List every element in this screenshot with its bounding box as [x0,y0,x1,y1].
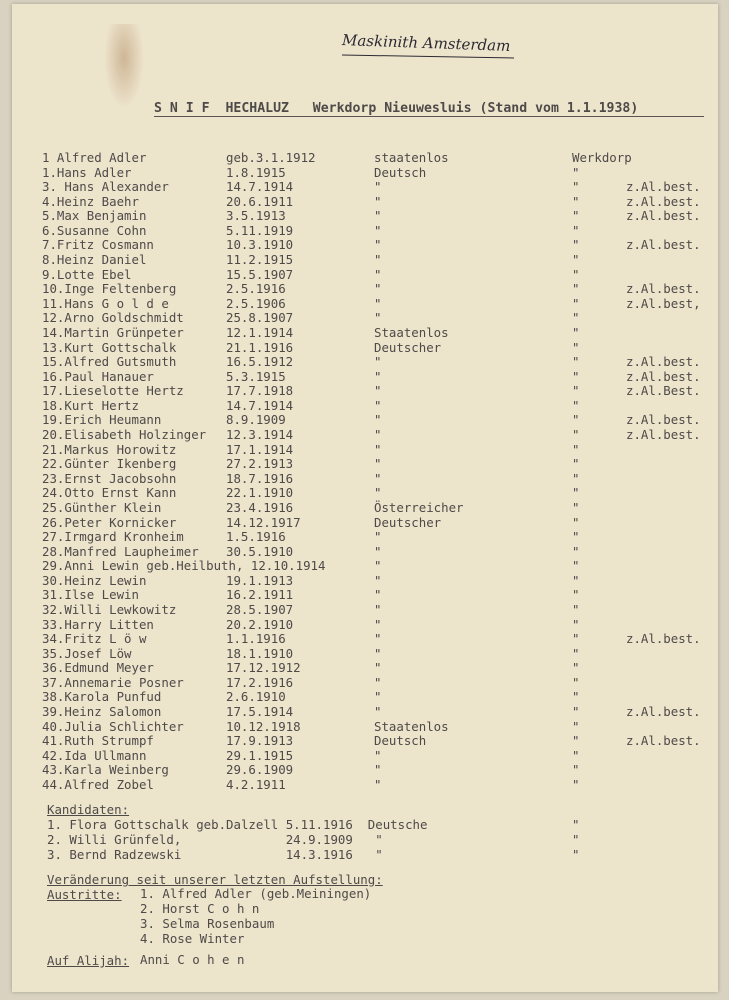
member-name: 30.Heinz Lewin [42,573,147,588]
member-birthdate: 21.1.1916 [226,340,294,355]
member-location: " [572,689,580,704]
member-nationality: " [374,602,382,617]
member-note: z.Al.Best. [626,383,701,398]
member-location: " [572,383,580,398]
member-nationality: Österreicher [374,500,464,515]
member-nationality: Deutscher [374,515,442,530]
member-name: 19.Erich Heumann [42,412,162,427]
member-location: " [572,617,580,632]
member-name: 39.Heinz Salomon [42,704,162,719]
member-name: 40.Julia Schlichter [42,719,184,734]
member-location: " [572,310,580,325]
member-nationality: " [374,573,382,588]
annotation-underline [342,54,514,58]
member-name: 11.Hans G o l d e [42,296,169,311]
member-location: " [572,544,580,559]
member-birthdate: 8.9.1909 [226,412,286,427]
member-location: " [572,573,580,588]
member-name: 13.Kurt Gottschalk [42,340,177,355]
member-location: " [572,515,580,530]
member-name: 5.Max Benjamin [42,208,147,223]
member-name: 9.Lotte Ebel [42,267,132,282]
member-name: 22.Günter Ikenberg [42,456,177,471]
member-note: z.Al.best. [626,369,701,384]
member-location: " [572,660,580,675]
member-name: 8.Heinz Daniel [42,252,147,267]
member-location: Werkdorp [572,150,632,165]
member-note: z.Al.best. [626,733,701,748]
candidate-line: 1. Flora Gottschalk geb.Dalzell 5.11.1916 Deutsche [47,817,428,832]
member-nationality: " [374,383,382,398]
member-birthdate: 14.12.1917 [226,515,301,530]
member-location: " [572,165,580,180]
member-name: 36.Edmund Meyer [42,660,154,675]
member-birthdate: 16.2.1911 [226,587,294,602]
member-name: 7.Fritz Cosmann [42,237,154,252]
member-nationality: " [374,617,382,632]
member-nationality: " [374,689,382,704]
member-birthdate: 18.7.1916 [226,471,294,486]
exits-label: Austritte: [47,887,122,902]
member-name: 35.Josef Löw [42,646,132,661]
member-nationality: " [374,208,382,223]
member-birthdate: 17.1.1914 [226,442,294,457]
member-location: " [572,529,580,544]
member-location: " [572,587,580,602]
member-name: 29.Anni Lewin geb.Heilbuth, 12.10.1914 [42,558,326,573]
member-note: z.Al.best. [626,281,701,296]
member-nationality: " [374,267,382,282]
member-nationality: " [374,529,382,544]
member-location: " [572,325,580,340]
member-nationality: " [374,179,382,194]
member-location: " [572,267,580,282]
member-nationality: " [374,704,382,719]
title-underline [154,116,704,117]
member-location: " [572,237,580,252]
exit-item: 1. Alfred Adler (geb.Meiningen) [140,886,372,901]
member-nationality: " [374,471,382,486]
member-birthdate: 22.1.1910 [226,485,294,500]
aliyah-label: Auf Alijah: [47,953,130,968]
member-birthdate: 25.8.1907 [226,310,294,325]
member-birthdate: 2.5.1916 [226,281,286,296]
member-name: 6.Susanne Cohn [42,223,147,238]
member-nationality: " [374,412,382,427]
member-location: " [572,223,580,238]
member-birthdate: 29.6.1909 [226,762,294,777]
member-birthdate: 17.5.1914 [226,704,294,719]
member-name: 3. Hans Alexander [42,179,169,194]
document-page [12,4,718,992]
aliyah-name: Anni C o h e n [140,952,245,967]
member-nationality: " [374,281,382,296]
member-nationality: " [374,587,382,602]
member-location: " [572,485,580,500]
member-nationality: " [374,660,382,675]
member-nationality: " [374,442,382,457]
member-birthdate: geb.3.1.1912 [226,150,316,165]
member-name: 32.Willi Lewkowitz [42,602,177,617]
member-name: 33.Harry Litten [42,617,154,632]
member-birthdate: 14.7.1914 [226,179,294,194]
member-location: " [572,427,580,442]
member-nationality: " [374,252,382,267]
member-name: 4.Heinz Baehr [42,194,139,209]
exit-item: 2. Horst C o h n [140,901,260,916]
member-nationality: " [374,354,382,369]
member-birthdate: 17.7.1918 [226,383,294,398]
member-name: 12.Arno Goldschmidt [42,310,184,325]
member-location: " [572,777,580,792]
candidate-line: 2. Willi Grünfeld, 24.9.1909 " [47,832,383,847]
member-birthdate: 20.2.1910 [226,617,294,632]
member-note: z.Al.best. [626,179,701,194]
member-location: " [572,471,580,486]
member-nationality: Deutsch [374,733,427,748]
member-name: 24.Otto Ernst Kann [42,485,177,500]
member-location: " [572,704,580,719]
member-nationality: staatenlos [374,150,449,165]
member-note: z.Al.best. [626,194,701,209]
page-title: S N I F HECHALUZ Werkdorp Nieuwesluis (Stand vom 1.1.1938) [154,101,639,116]
exit-item: 4. Rose Winter [140,931,245,946]
member-name: 21.Markus Horowitz [42,442,177,457]
member-birthdate: 4.2.1911 [226,777,286,792]
member-note: z.Al.best. [626,237,701,252]
member-location: " [572,281,580,296]
member-location: " [572,762,580,777]
member-nationality: " [374,646,382,661]
member-birthdate: 5.3.1915 [226,369,286,384]
member-nationality: " [374,485,382,500]
member-birthdate: 2.6.1910 [226,689,286,704]
member-birthdate: 3.5.1913 [226,208,286,223]
member-location: " [572,719,580,734]
member-name: 43.Karla Weinberg [42,762,169,777]
member-nationality: " [374,777,382,792]
member-nationality: " [374,310,382,325]
member-birthdate: 2.5.1906 [226,296,286,311]
member-nationality: Deutscher [374,340,442,355]
member-birthdate: 28.5.1907 [226,602,294,617]
member-location: " [572,500,580,515]
member-name: 23.Ernst Jacobsohn [42,471,177,486]
member-nationality: Deutsch [374,165,427,180]
member-location: " [572,558,580,573]
member-name: 26.Peter Kornicker [42,515,177,530]
member-location: " [572,602,580,617]
member-birthdate: 1.5.1916 [226,529,286,544]
member-birthdate: 10.12.1918 [226,719,301,734]
member-birthdate: 5.11.1919 [226,223,294,238]
member-note: z.Al.best. [626,208,701,223]
member-location: " [572,733,580,748]
member-note: z.Al.best. [626,631,701,646]
member-birthdate: 16.5.1912 [226,354,294,369]
member-location: " [572,748,580,763]
member-location: " [572,675,580,690]
member-name: 28.Manfred Laupheimer [42,544,199,559]
member-name: 1 Alfred Adler [42,150,147,165]
member-name: 20.Elisabeth Holzinger [42,427,207,442]
member-location: " [572,340,580,355]
member-birthdate: 17.12.1912 [226,660,301,675]
member-location: " [572,631,580,646]
member-nationality: " [374,675,382,690]
member-name: 10.Inge Feltenberg [42,281,177,296]
member-location: " [572,369,580,384]
member-birthdate: 14.7.1914 [226,398,294,413]
member-location: " [572,296,580,311]
paper-stain [104,24,144,109]
member-nationality: " [374,544,382,559]
member-name: 27.Irmgard Kronheim [42,529,184,544]
member-location: " [572,194,580,209]
handwritten-annotation: Maskinith Amsterdam [341,31,511,55]
candidate-location: " [572,847,580,862]
member-location: " [572,412,580,427]
member-location: " [572,179,580,194]
member-note: z.Al.best. [626,427,701,442]
member-location: " [572,646,580,661]
member-nationality: " [374,456,382,471]
member-birthdate: 12.3.1914 [226,427,294,442]
member-birthdate: 20.6.1911 [226,194,294,209]
changes-heading: Veränderung seit unserer letzten Aufstellung: [47,872,383,887]
member-nationality: " [374,369,382,384]
member-nationality: " [374,223,382,238]
member-birthdate: 29.1.1915 [226,748,294,763]
member-birthdate: 17.2.1916 [226,675,294,690]
member-name: 42.Ida Ullmann [42,748,147,763]
member-name: 44.Alfred Zobel [42,777,154,792]
member-note: z.Al.best. [626,704,701,719]
candidate-line: 3. Bernd Radzewski 14.3.1916 " [47,847,383,862]
member-nationality: " [374,194,382,209]
member-location: " [572,442,580,457]
member-birthdate: 30.5.1910 [226,544,294,559]
member-name: 41.Ruth Strumpf [42,733,154,748]
member-name: 38.Karola Punfud [42,689,162,704]
member-name: 15.Alfred Gutsmuth [42,354,177,369]
member-note: z.Al.best. [626,354,701,369]
member-birthdate: 27.2.1913 [226,456,294,471]
member-location: " [572,456,580,471]
member-nationality: " [374,762,382,777]
member-note: z.Al.best, [626,296,701,311]
member-birthdate: 11.2.1915 [226,252,294,267]
member-birthdate: 1.8.1915 [226,165,286,180]
member-nationality: " [374,748,382,763]
member-nationality: Staatenlos [374,719,449,734]
member-birthdate: 1.1.1916 [226,631,286,646]
member-nationality: Staatenlos [374,325,449,340]
candidates-label: Kandidaten: [47,802,130,817]
member-note: z.Al.best. [626,412,701,427]
member-name: 17.Lieselotte Hertz [42,383,184,398]
member-nationality: " [374,398,382,413]
member-nationality: " [374,427,382,442]
member-name: 16.Paul Hanauer [42,369,154,384]
member-name: 37.Annemarie Posner [42,675,184,690]
candidate-location: " [572,832,580,847]
member-name: 31.Ilse Lewin [42,587,139,602]
member-name: 25.Günther Klein [42,500,162,515]
member-nationality: " [374,296,382,311]
member-birthdate: 23.4.1916 [226,500,294,515]
member-location: " [572,208,580,223]
member-location: " [572,398,580,413]
exit-item: 3. Selma Rosenbaum [140,916,275,931]
member-birthdate: 15.5.1907 [226,267,294,282]
member-name: 34.Fritz L ö w [42,631,147,646]
member-name: 1.Hans Adler [42,165,132,180]
member-birthdate: 17.9.1913 [226,733,294,748]
member-birthdate: 19.1.1913 [226,573,294,588]
member-nationality: " [374,558,382,573]
member-name: 18.Kurt Hertz [42,398,139,413]
member-location: " [572,354,580,369]
candidate-location: " [572,817,580,832]
member-nationality: " [374,237,382,252]
member-birthdate: 10.3.1910 [226,237,294,252]
member-location: " [572,252,580,267]
member-birthdate: 12.1.1914 [226,325,294,340]
member-name: 14.Martin Grünpeter [42,325,184,340]
member-nationality: " [374,631,382,646]
member-birthdate: 18.1.1910 [226,646,294,661]
